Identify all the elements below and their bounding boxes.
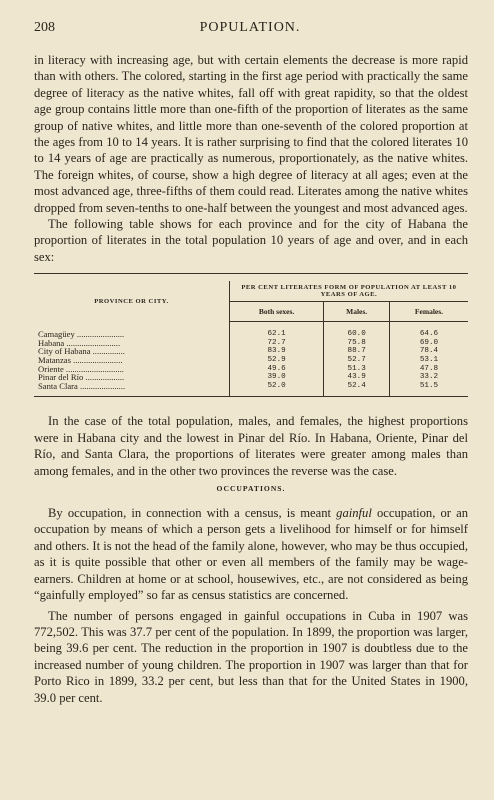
literacy-table bbox=[34, 273, 468, 397]
table-row bbox=[34, 365, 468, 374]
males-value: 75.8 bbox=[324, 339, 390, 348]
occupation-text-end: occupation, or an occupation by means of which a person gets a livelihood for himself or for himself and others. It is not the head of the family alone, however, who may be thus occupied, as it is quite possible that other or even all members of the family may be wage-earners. Children at home or at school, housewives, etc., are not considered as being “gainfully employed” so far as census statistics are concerned. bbox=[34, 506, 468, 603]
paragraph-occupation-definition bbox=[34, 505, 468, 603]
col-females-header: Females. bbox=[389, 302, 468, 322]
province-name: Pinar del Río .................. bbox=[38, 373, 125, 382]
table-row bbox=[34, 356, 468, 365]
paragraph-table-summary: In the case of the total population, males, and females, the highest proportions were in Habana city and the lowest in Pinar del Río. In Habana, Oriente, Pinar del Río, and Santa Clara, the proportions of literates were greater among males than among females, and in the other two provinces the reverse was the case. bbox=[34, 414, 468, 478]
females-value: 53.1 bbox=[389, 356, 468, 365]
province-name: Matanzas ....................... bbox=[38, 356, 123, 365]
males-value: 43.9 bbox=[324, 373, 390, 382]
females-value: 33.2 bbox=[389, 373, 468, 382]
females-value: 51.5 bbox=[389, 382, 468, 397]
col-both-header: Both sexes. bbox=[229, 302, 324, 322]
females-value: 69.0 bbox=[389, 339, 468, 348]
page-number: 208 bbox=[34, 20, 55, 35]
table-row bbox=[34, 347, 468, 356]
col-province-header: PROVINCE OR CITY. bbox=[94, 298, 169, 306]
running-header bbox=[34, 20, 466, 38]
col-group-header: PER CENT LITERATES FORM OF POPULATION AT LEAST 10 YEARS OF AGE. bbox=[229, 281, 468, 302]
occupation-text-start: By occupation, in connection with a census, is meant bbox=[48, 506, 337, 521]
males-value: 52.7 bbox=[324, 356, 390, 365]
both-sexes-value: 83.9 bbox=[229, 347, 324, 356]
table-row bbox=[34, 382, 468, 397]
both-sexes-value: 52.9 bbox=[229, 356, 324, 365]
paragraph-literacy-age: in literacy with increasing age, but with certain elements the decrease is more rapid than with others. The colored, starting in the first age period with practically the same degree of literacy as the native whites, fall off with great rapidity, so that the oldest age group contains little more than one-fifth of the proportion of literates as the same group of native whites, and little more than one-seventh of the colored proportion at the ages from 10 to 14 years. It is rather surprising to find that the colored literates 10 to 14 years of age are practically as numerous, proportionately, as the native whites. The foreign whites, of course, show a high degree of literacy at all ages; even at the most advanced age, three-fifths of them could read. Literates among the native whites dropped from seven-tenths to one-half between the youngest and most advanced ages. bbox=[34, 53, 468, 215]
province-name: Habana ......................... bbox=[38, 338, 121, 348]
province-name: City of Habana ............... bbox=[38, 347, 125, 357]
province-name: Santa Clara ..................... bbox=[38, 381, 126, 391]
both-sexes-value: 72.7 bbox=[229, 339, 324, 348]
females-value: 64.6 bbox=[389, 322, 468, 339]
occupation-text-emphasis: gainful bbox=[336, 506, 372, 521]
males-value: 51.3 bbox=[324, 365, 390, 374]
males-value: 60.0 bbox=[324, 322, 390, 339]
females-value: 47.8 bbox=[389, 365, 468, 374]
table-row bbox=[34, 339, 468, 348]
males-value: 88.7 bbox=[324, 347, 390, 356]
both-sexes-value: 52.0 bbox=[229, 382, 324, 397]
col-males-header: Males. bbox=[324, 302, 390, 322]
both-sexes-value: 62.1 bbox=[229, 322, 324, 339]
table-row bbox=[34, 322, 468, 339]
running-title: POPULATION. bbox=[199, 20, 301, 35]
both-sexes-value: 49.6 bbox=[229, 365, 324, 374]
both-sexes-value: 39.0 bbox=[229, 373, 324, 382]
paragraph-occupation-stats: The number of persons engaged in gainful occupations in Cuba in 1907 was 772,502. This was 37.7 per cent of the population. In 1899, the proportion was larger, being 39.6 per cent. The reduction in the proportion in 1907 is doubtless due to the increased number of young children. The proportion in 1907 was larger than that for Porto Rico in 1899, 33.2 per cent, but less than that for the United States in 1900, 39.0 per cent. bbox=[34, 608, 468, 705]
paragraph-table-intro: The following table shows for each province and for the city of Habana the proportion of literates in the total population 10 years of age and over, and in each sex: bbox=[34, 217, 468, 264]
males-value: 52.4 bbox=[324, 382, 390, 397]
page-body bbox=[34, 52, 468, 706]
section-heading-occupations: OCCUPATIONS. bbox=[216, 484, 286, 494]
province-name: Camagüey ...................... bbox=[38, 329, 125, 339]
province-name: Oriente ........................... bbox=[38, 364, 124, 374]
table-row bbox=[34, 373, 468, 382]
females-value: 78.4 bbox=[389, 347, 468, 356]
